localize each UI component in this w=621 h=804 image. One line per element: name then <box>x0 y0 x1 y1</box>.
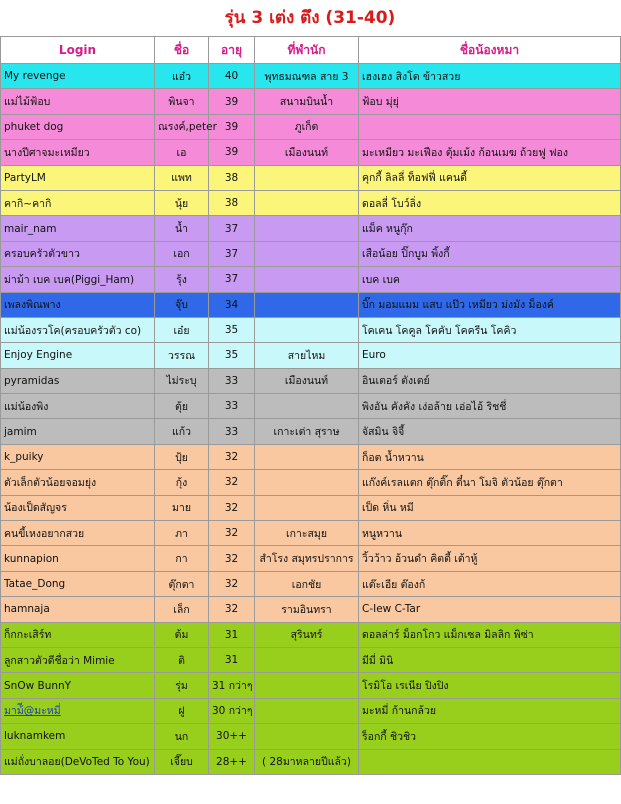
dog-names-cell: เป็ด หิ่น หมี <box>359 495 621 520</box>
name-cell: ต้ม <box>155 622 209 647</box>
age-cell: 38 <box>209 165 255 190</box>
place-cell <box>255 317 359 342</box>
table-row <box>1 89 621 114</box>
table-row <box>1 521 621 546</box>
login-cell: ลูกสาวตัวดีชื่อว่า Mimie <box>1 647 155 672</box>
age-cell: 31 กว่าๆ <box>209 673 255 698</box>
place-cell <box>255 444 359 469</box>
place-cell: รามอินทรา <box>255 597 359 622</box>
name-cell: ติ <box>155 647 209 672</box>
name-cell: วรรณ <box>155 343 209 368</box>
dog-names-cell: C-Iew C-Tar <box>359 597 621 622</box>
place-cell: ภูเก็ต <box>255 114 359 139</box>
name-cell: เล็ก <box>155 597 209 622</box>
login-cell: luknamkem <box>1 724 155 749</box>
table-body <box>1 64 621 775</box>
age-cell: 31 <box>209 647 255 672</box>
place-cell: สุรินทร์ <box>255 622 359 647</box>
table-row <box>1 724 621 749</box>
age-cell: 40 <box>209 64 255 89</box>
dog-names-cell: โรมิโอ เรเนีย ปิงปิง <box>359 673 621 698</box>
dog-names-cell: วิ้วว้าว อ้วนดำ คิตตี้ เต้าหู้ <box>359 546 621 571</box>
login-cell: ม่าม้า เบค เบค(Piggi_Ham) <box>1 267 155 292</box>
place-cell: สายไหม <box>255 343 359 368</box>
name-cell: นก <box>155 724 209 749</box>
dog-names-cell: ดอลลี่ โบว์ลิ่ง <box>359 190 621 215</box>
place-cell: พุทธมณฑล สาย 3 <box>255 64 359 89</box>
login-cell: แม่น้องพิง <box>1 394 155 419</box>
login-cell: PartyLM <box>1 165 155 190</box>
name-cell: กา <box>155 546 209 571</box>
dog-names-cell: บิ๊ก มอมแมม แสบ แป๊ว เหมียว ม่งมัง ม็องค์ <box>359 292 621 317</box>
place-cell: เมืองนนท์ <box>255 140 359 165</box>
place-cell: เกาะสมุย <box>255 521 359 546</box>
header-row <box>1 37 621 64</box>
place-cell <box>255 190 359 215</box>
table-row <box>1 622 621 647</box>
header-age: อายุ <box>209 37 255 64</box>
login-cell: แม่ไม้ฟ้อบ <box>1 89 155 114</box>
table-row <box>1 571 621 596</box>
place-cell <box>255 673 359 698</box>
table-row <box>1 673 621 698</box>
name-cell: เอ <box>155 140 209 165</box>
age-cell: 33 <box>209 368 255 393</box>
age-cell: 30 กว่าๆ <box>209 698 255 723</box>
header-place: ที่พำนัก <box>255 37 359 64</box>
header-login: Login <box>1 37 155 64</box>
place-cell: เอกชัย <box>255 571 359 596</box>
login-cell: น้องเป็ดสัญจร <box>1 495 155 520</box>
table-row <box>1 647 621 672</box>
name-cell: ไม่ระบุ <box>155 368 209 393</box>
login-cell: SnOw BunnY <box>1 673 155 698</box>
page-title: รุ่น 3 เต่ง ตึง (31-40) <box>0 0 620 36</box>
place-cell: สนามบินน้ำ <box>255 89 359 114</box>
place-cell <box>255 724 359 749</box>
login-link[interactable]: มาม้ี@มะหมี่ <box>4 705 61 718</box>
age-cell: 34 <box>209 292 255 317</box>
place-cell <box>255 698 359 723</box>
age-cell: 30++ <box>209 724 255 749</box>
place-cell: สำโรง สมุทรปราการ <box>255 546 359 571</box>
name-cell: แอ๋ว <box>155 64 209 89</box>
table-row <box>1 394 621 419</box>
name-cell: น้ำ <box>155 216 209 241</box>
name-cell: กุ้ง <box>155 470 209 495</box>
table-row <box>1 114 621 139</box>
name-cell: ตุ๊กตา <box>155 571 209 596</box>
login-cell: phuket dog <box>1 114 155 139</box>
name-cell: รุ่ม <box>155 673 209 698</box>
login-cell: ครอบครัวตัวขาว <box>1 241 155 266</box>
dog-names-cell: หนูหวาน <box>359 521 621 546</box>
place-cell <box>255 292 359 317</box>
dog-names-cell: แม็ค หนูกุ๊ก <box>359 216 621 241</box>
dog-names-cell: ฟ้อบ มุ่ยุ่ <box>359 89 621 114</box>
dog-names-cell: มีมี่ มินิ <box>359 647 621 672</box>
name-cell: ตุ้ย <box>155 394 209 419</box>
age-cell: 39 <box>209 89 255 114</box>
login-cell: แม่ถั่งบาลอย(DeVoTed To You) <box>1 749 155 774</box>
age-cell: 38 <box>209 190 255 215</box>
table-row <box>1 368 621 393</box>
dog-names-cell: มะหมี่ ก้านกล้วย <box>359 698 621 723</box>
table-row <box>1 495 621 520</box>
age-cell: 35 <box>209 317 255 342</box>
table-row <box>1 165 621 190</box>
name-cell: ณรงค์,peter <box>155 114 209 139</box>
login-cell: mair_nam <box>1 216 155 241</box>
age-cell: 35 <box>209 343 255 368</box>
dog-names-cell: แก๊งค์เรลแตก ตุ๊กติ๊ก ตี๋นา โมจิ ตัวน้อย ตุ๊กตา <box>359 470 621 495</box>
dog-names-cell: เสือน้อย ปิ๊กบูม พิ้งกี้ <box>359 241 621 266</box>
age-cell: 32 <box>209 444 255 469</box>
age-cell: 32 <box>209 521 255 546</box>
table-row <box>1 419 621 444</box>
age-cell: 37 <box>209 267 255 292</box>
name-cell: เอ๋ย <box>155 317 209 342</box>
login-cell: Enjoy Engine <box>1 343 155 368</box>
table-row <box>1 749 621 774</box>
age-cell: 32 <box>209 470 255 495</box>
name-cell: เจี๊ยบ <box>155 749 209 774</box>
dog-names-cell: คุกกี้ ลิลลี่ ท็อฟฟี่ แคนดี้ <box>359 165 621 190</box>
table-row <box>1 317 621 342</box>
login-cell: เพลงพิณพาง <box>1 292 155 317</box>
login-cell: Tatae_Dong <box>1 571 155 596</box>
header-name: ชื่อ <box>155 37 209 64</box>
place-cell <box>255 647 359 672</box>
name-cell: ฝู <box>155 698 209 723</box>
dog-names-cell: อินเตอร์ ตังเตย์ <box>359 368 621 393</box>
login-cell: คนขี้เหงอยากสวย <box>1 521 155 546</box>
age-cell: 31 <box>209 622 255 647</box>
dog-names-cell <box>359 114 621 139</box>
login-cell: hamnaja <box>1 597 155 622</box>
dog-names-cell: ดอลล่าร์ ม็อกโกว แม็กเซล มิลลิก พิซ่า <box>359 622 621 647</box>
dog-names-cell: พิงอัน คังคัง เง่อล้าย เอ่อไอ้ ริชชี่ <box>359 394 621 419</box>
name-cell: แพท <box>155 165 209 190</box>
dog-names-cell: จัสมิน จิจี้ <box>359 419 621 444</box>
name-cell: ปุ้ย <box>155 444 209 469</box>
login-cell: k_puiky <box>1 444 155 469</box>
members-table <box>0 36 621 775</box>
place-cell <box>255 241 359 266</box>
table-row <box>1 241 621 266</box>
age-cell: 32 <box>209 546 255 571</box>
login-cell <box>1 698 155 723</box>
table-row <box>1 444 621 469</box>
name-cell: ภา <box>155 521 209 546</box>
place-cell <box>255 267 359 292</box>
table-row <box>1 64 621 89</box>
dog-names-cell <box>359 749 621 774</box>
name-cell: พินจา <box>155 89 209 114</box>
table-row <box>1 470 621 495</box>
login-cell: นางปีศาจมะเหมียว <box>1 140 155 165</box>
dog-names-cell: เฮงเฮง สิงโต ข้าวสวย <box>359 64 621 89</box>
age-cell: 33 <box>209 419 255 444</box>
name-cell: เอก <box>155 241 209 266</box>
dog-names-cell: ก็อต น้ำหวาน <box>359 444 621 469</box>
place-cell <box>255 216 359 241</box>
place-cell: ( 28มาหลายปีแล้ว) <box>255 749 359 774</box>
table-row <box>1 140 621 165</box>
place-cell <box>255 470 359 495</box>
dog-names-cell: โคเคน โคคูล โคคับ โคครีน โคคิว <box>359 317 621 342</box>
login-cell: jamim <box>1 419 155 444</box>
login-cell: ตัวเล็กตัวน้อยจอมยุ่ง <box>1 470 155 495</box>
age-cell: 39 <box>209 114 255 139</box>
place-cell <box>255 394 359 419</box>
age-cell: 32 <box>209 571 255 596</box>
place-cell: เมืองนนท์ <box>255 368 359 393</box>
table-row <box>1 698 621 723</box>
age-cell: 37 <box>209 216 255 241</box>
table-row <box>1 190 621 215</box>
table-row <box>1 292 621 317</box>
age-cell: 37 <box>209 241 255 266</box>
name-cell: แก้ว <box>155 419 209 444</box>
age-cell: 32 <box>209 597 255 622</box>
age-cell: 28++ <box>209 749 255 774</box>
table-row <box>1 267 621 292</box>
place-cell: เกาะเต่า สุราษ <box>255 419 359 444</box>
place-cell <box>255 165 359 190</box>
table-row <box>1 216 621 241</box>
dog-names-cell: Euro <box>359 343 621 368</box>
login-cell: แม่น้องรวโค(ครอบครัวตัว co) <box>1 317 155 342</box>
age-cell: 39 <box>209 140 255 165</box>
name-cell: รุ้ง <box>155 267 209 292</box>
age-cell: 32 <box>209 495 255 520</box>
place-cell <box>255 495 359 520</box>
name-cell: นุ้ย <box>155 190 209 215</box>
login-cell: คากิ~คากิ <box>1 190 155 215</box>
login-cell: ก็กกะเสิร์ท <box>1 622 155 647</box>
dog-names-cell: ร็อกกี้ ชิวชิว <box>359 724 621 749</box>
dog-names-cell: เบค เบค <box>359 267 621 292</box>
name-cell: จุ๊บ <box>155 292 209 317</box>
login-cell: pyramidas <box>1 368 155 393</box>
table-row <box>1 597 621 622</box>
age-cell: 33 <box>209 394 255 419</box>
header-dog-names: ชื่อน้องหมา <box>359 37 621 64</box>
name-cell: มาย <box>155 495 209 520</box>
table-row <box>1 343 621 368</box>
login-cell: My revenge <box>1 64 155 89</box>
table-row <box>1 546 621 571</box>
dog-names-cell: แต๊ะเอีย ต๊องก้ <box>359 571 621 596</box>
login-cell: kunnapion <box>1 546 155 571</box>
dog-names-cell: มะเหมียว มะเฟือง ตุ้มเม้ง ก้อนเมฆ ถ้วยฟู ฟอง <box>359 140 621 165</box>
